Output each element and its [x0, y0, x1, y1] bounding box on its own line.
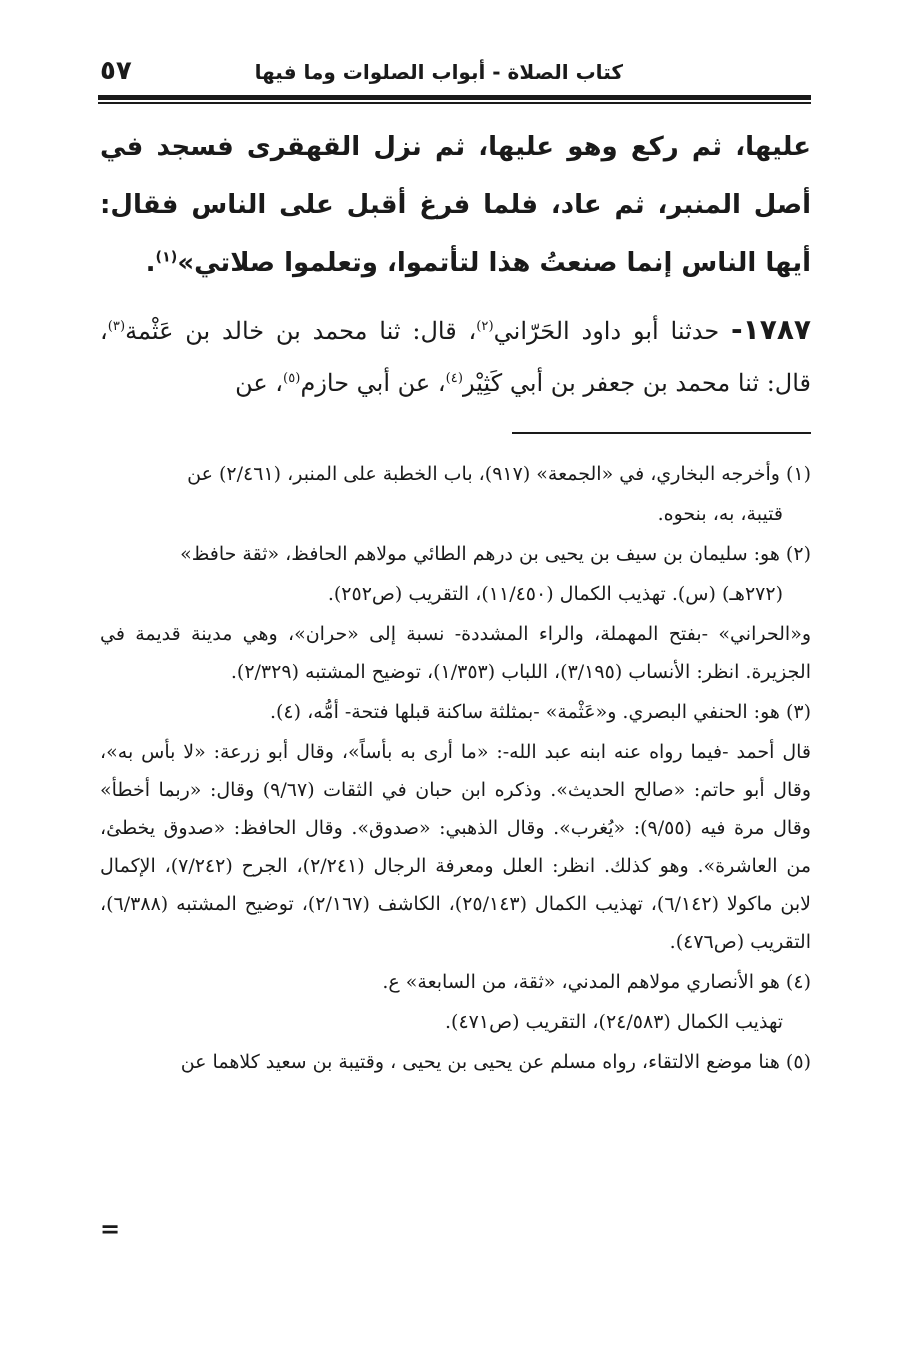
footnotes	[100, 455, 811, 1083]
footnote-4: (٤) هو الأنصاري مولاهم المدني، «ثقة، من السابعة» ع.	[382, 971, 811, 993]
header-rule	[98, 95, 811, 100]
footnote-5: (٥) هنا موضع الالتقاء، رواه مسلم عن يحيى بن يحيى ، وقتيبة بن سعيد كلاهما عن	[180, 1051, 811, 1073]
footnote-ref-4: (٤)	[445, 371, 464, 386]
footnote-ref-2: (٢)	[476, 319, 494, 334]
footnote-ref-3: (٣)	[107, 319, 126, 334]
hadith-text-continued	[100, 118, 811, 292]
footnote-separator	[512, 432, 811, 434]
footnote-1-cont: قتيبة، به، بنحوه.	[657, 503, 783, 525]
running-title: كتاب الصلاة - أبواب الصلوات وما فيها	[254, 60, 623, 84]
footnote-3-cont: قال أحمد -فيما رواه عنه ابنه عبد الله-: «ما أرى به بأساً»، وقال أبو زرعة: «لا بأس به»، وقال أبو حاتم: «صالح الحديث». وذكره ابن حبان في الثقات (٩/٦٧) وقال: «ربما أخطأ» وقال مرة فيه (٩/٥٥): «يُغرب». وقال الذهبي: «صدوق». وقال الحافظ: «صدوق يخطئ، من العاشرة». وهو كذلك. انظر: العلل ومعرفة الرجال (٢/٢٤١)، الجرح (٧/٢٤٢)، الإكمال لابن ماكولا (٦/١٤٢)، تهذيب الكمال (٢٥/١٤٣)، الكاشف (٢/١٦٧)، توضيح المشتبه (٦/٣٨٨)، التقريب (ص٤٧٦).	[100, 741, 812, 953]
page-number: ٥٧	[100, 56, 132, 86]
footnote-1: (١) وأخرجه البخاري، في «الجمعة» (٩١٧)، باب الخطبة على المنبر، (٢/٤٦١) عن	[187, 463, 811, 485]
footnote-ref-5: (٥)	[283, 371, 301, 386]
main-text	[100, 118, 811, 409]
footnote-2: (٢) هو: سليمان بن سيف بن يحيى بن درهم الطائي مولاهم الحافظ، «ثقة حافظ»	[180, 543, 811, 565]
isnad-part-3: ، قال: ثنا محمد بن جعفر بن أبي كَثِيْر	[100, 317, 811, 397]
hadith-number: ١٧٨٧-	[731, 313, 811, 346]
footnote-4-cont: تهذيب الكمال (٢٤/٥٨٣)، التقريب (ص٤٧١).	[445, 1011, 783, 1033]
footnote-ref-1: (١)	[155, 249, 178, 266]
footnote-2-note: و«الحراني» -بفتح المهملة، والراء المشددة- نسبة إلى «حران»، وهي مدينة قديمة في الجزيرة. انظر: الأنساب (٣/١٩٥)، اللباب (١/٣٥٣)، توضيح المشتبه (٢/٣٢٩).	[100, 623, 811, 683]
page-header	[100, 58, 813, 98]
isnad-part-4: ، عن أبي حازم	[300, 369, 446, 397]
hadith-text: عليها، ثم ركع وهو عليها، ثم نزل القهقرى فسجد في أصل المنبر، ثم عاد، فلما فرغ أقبل على الناس فقال: أيها الناس إنما صنعتُ هذا لتأتموا، وتعلموا صلاتي»	[100, 132, 811, 278]
footnote-2-cont: (٢٧٢هـ) (س). تهذيب الكمال (١١/٤٥٠)، التقريب (ص٢٥٢).	[327, 583, 783, 605]
footnote-3: (٣) هو: الحنفي البصري. و«عَثْمة» -بمثلثة ساكنة قبلها فتحة- أمُّه، (٤).	[269, 701, 811, 723]
hadith-1787	[100, 304, 811, 409]
hadith-text-end: .	[145, 248, 156, 278]
isnad-part-5: ، عن	[235, 369, 284, 397]
isnad-part-1: حدثنا أبو داود الحَرّاني	[493, 317, 732, 345]
continuation-mark: =	[100, 1215, 121, 1243]
isnad-part-2: ، قال: ثنا محمد بن خالد بن عَثْمة	[125, 317, 477, 345]
header-rule-thin	[98, 102, 811, 104]
